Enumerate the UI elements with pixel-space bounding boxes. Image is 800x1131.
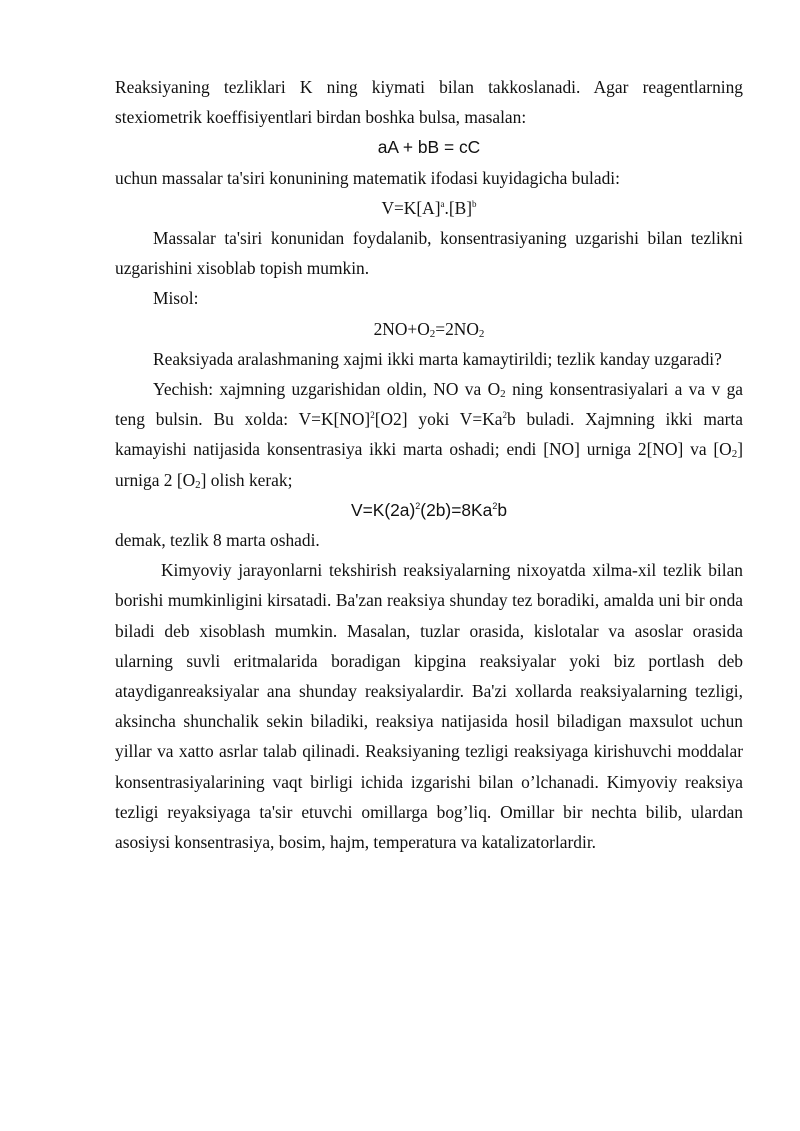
document-page bbox=[115, 72, 743, 857]
eq4-part2: (2b)=8Ka bbox=[420, 499, 493, 520]
solution-text-2: ning konsentrasiyalari a va v ga teng bulsin. Bu xolda: V=K[NO] bbox=[115, 379, 743, 430]
eq2-part1: V=K[A] bbox=[381, 197, 441, 218]
eq4-part3: b bbox=[497, 499, 507, 520]
equation-general-reaction: aA + bB = cC bbox=[377, 137, 481, 158]
solution-superscript-2: 2 bbox=[502, 410, 507, 421]
solution-text-3: [O2] yoki V=Ka bbox=[374, 409, 503, 430]
paragraph-rate-comparison: Reaksiyaning tezliklari K ning kiymati bilan takkoslanadi. Agar reagentlarning stexiometrik koeffisiyentlari birdan boshka bulsa, masalan: bbox=[115, 77, 743, 128]
solution-text-4: b buladi. Xajmning ikki marta kamayishi natijasida konsentrasiya ikki marta oshadi; endi [NO] urniga 2[NO] va [O bbox=[115, 409, 743, 460]
paragraph-conclusion: demak, tezlik 8 marta oshadi. bbox=[115, 530, 320, 551]
paragraph-solution bbox=[115, 374, 743, 495]
equation-rate-result bbox=[115, 495, 743, 525]
eq4-superscript-1: 2 bbox=[415, 500, 421, 511]
eq2-part2: .[B] bbox=[444, 197, 473, 218]
solution-text-5: ] urniga 2 [O bbox=[115, 439, 743, 490]
solution-subscript-1: 2 bbox=[500, 388, 506, 401]
eq4-part1: V=K(2a) bbox=[350, 499, 416, 520]
example-label: Misol: bbox=[153, 288, 199, 309]
equation-rate-law bbox=[115, 193, 743, 223]
eq2-superscript-a: a bbox=[440, 198, 445, 209]
paragraph-mass-action-use: Massalar ta'siri konunidan foydalanib, konsentrasiyaning uzgarishi bilan tezlikni uzgarishini xisoblab topish mumkin. bbox=[115, 228, 743, 279]
paragraph-reaction-speeds: Kimyoviy jarayonlarni tekshirish reaksiyalarning nixoyatda xilma-xil tezlik bilan borishi mumkinligini kirsatadi. Ba'zan reaksiya shunday tez boradiki, amalda uni bir onda biladi deb xisoblash mumkin. Masalan, tuzlar orasida, kislotalar va asoslar orasida ularning suvli eritmalarida boradigan kipgina reaksiyalar yoki biz portlash deb ataydiganreaksiyalar ana shunday reaksiyalardir. Ba'zi xollarda reaksiyalarning tezligi, aksincha shunchalik sekin biladiki, reaksiya natijasida hosil biladigan maxsulot uchun yillar va xatto asrlar talab qilinadi. Reaksiyaning tezligi reaksiyaga kirishuvchi moddalar konsentrasiyalarining vaqt birligi ichida izgarishi bilan o’lchanadi. Kimyoviy reaksiya tezligi reyaksiyaga ta'sir etuvchi omillarga bog’liq. Omillar bir nechta bilib, ulardan asosiysi konsentrasiya, bosim, hajm, temperatura va katalizatorlardir. bbox=[115, 560, 743, 853]
eq3-part2: =2NO bbox=[435, 318, 479, 339]
eq2-superscript-b: b bbox=[472, 198, 477, 209]
equation-no-oxidation bbox=[115, 314, 743, 344]
paragraph-mass-action-intro: uchun massalar ta'siri konunining matematik ifodasi kuyidagicha buladi: bbox=[115, 167, 620, 188]
paragraph-example-question: Reaksiyada aralashmaning xajmi ikki marta kamaytirildi; tezlik kanday uzgaradi? bbox=[153, 348, 722, 369]
solution-subscript-2: 2 bbox=[731, 448, 738, 461]
eq3-subscript-2: 2 bbox=[478, 327, 485, 340]
eq3-subscript-1: 2 bbox=[429, 327, 436, 340]
eq3-part1: 2NO+O bbox=[373, 318, 430, 339]
solution-subscript-3: 2 bbox=[195, 478, 201, 491]
solution-text-6: ] olish kerak; bbox=[200, 469, 293, 490]
eq4-superscript-2: 2 bbox=[492, 500, 498, 511]
solution-superscript-1: 2 bbox=[370, 410, 375, 421]
solution-text-1: Yechish: xajmning uzgarishidan oldin, NO va O bbox=[153, 379, 501, 400]
